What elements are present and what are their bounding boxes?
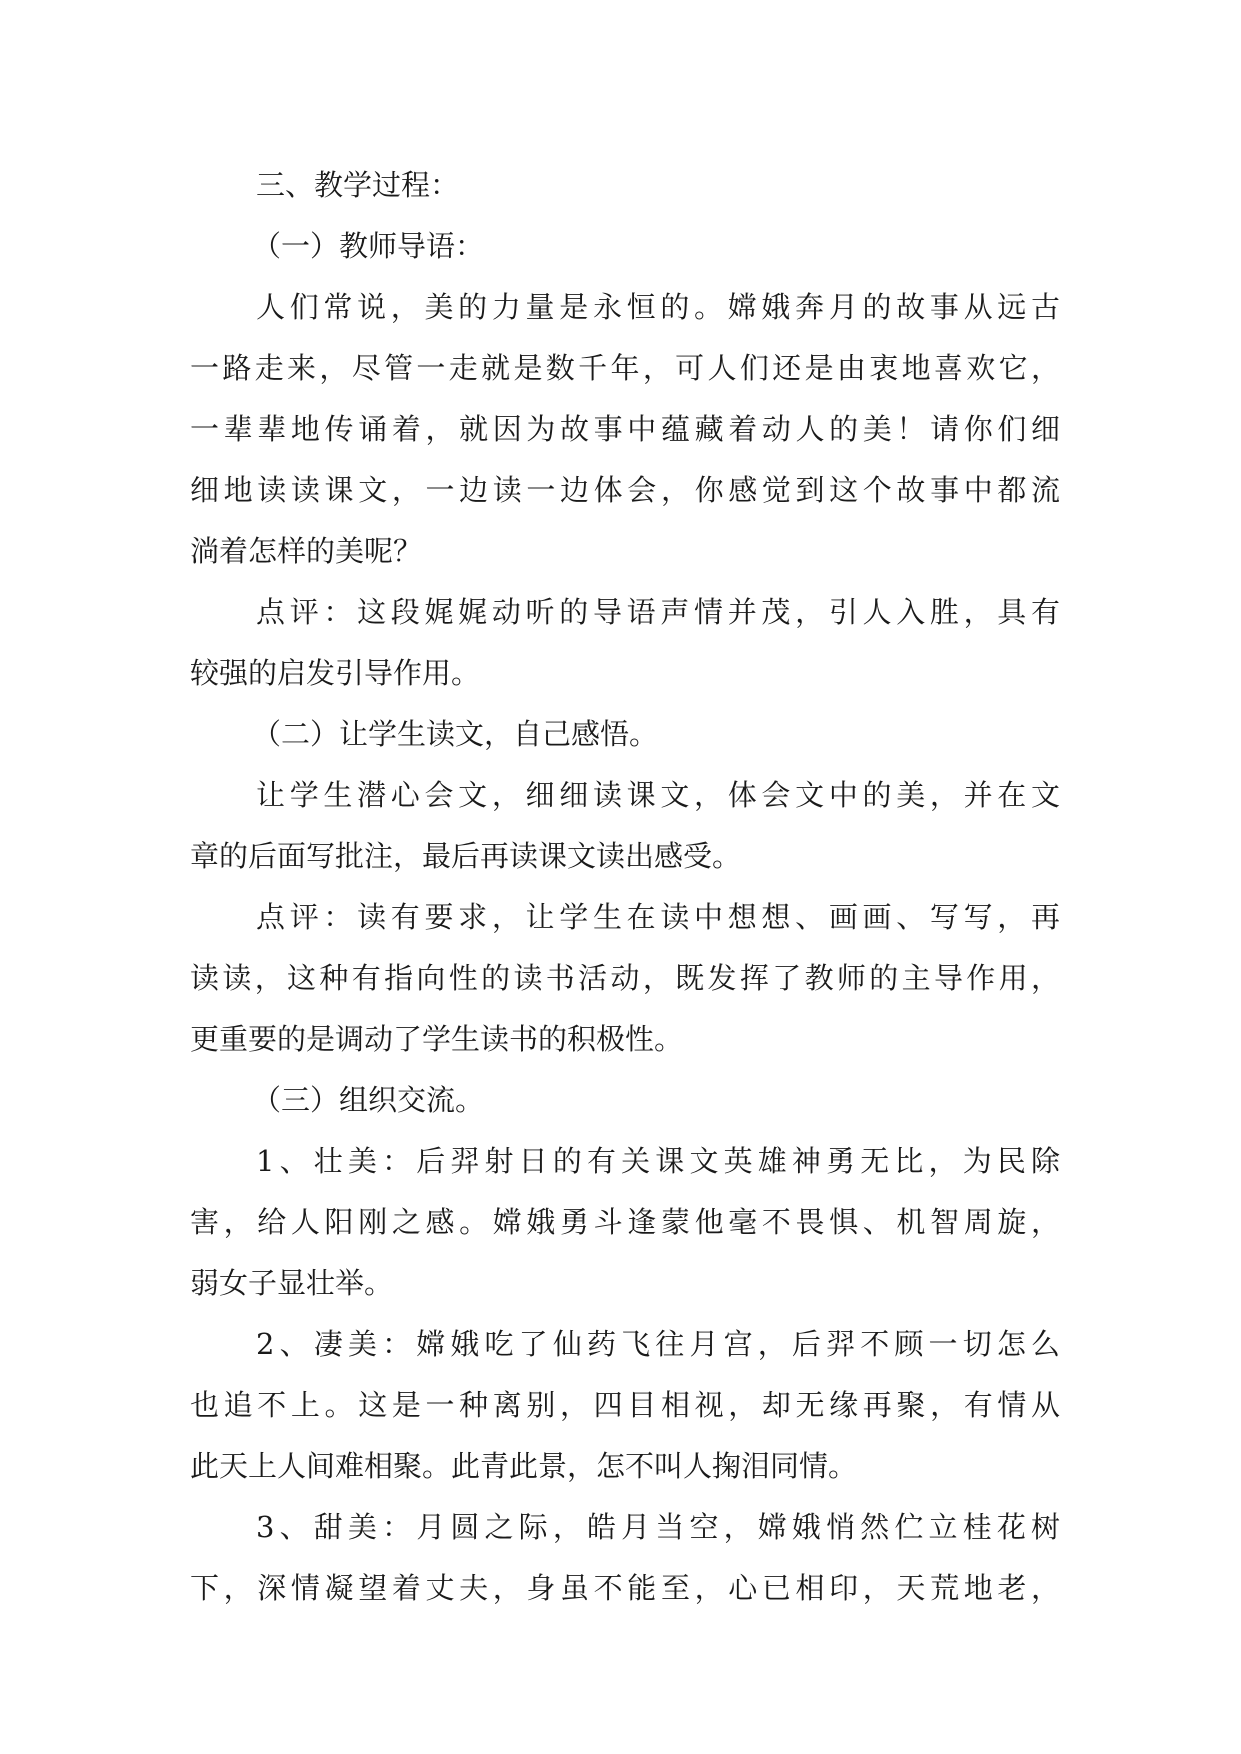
paragraph-line: 2、凄美：嫦娥吃了仙药飞往月宫，后羿不顾一切怎么 <box>256 1327 1060 1361</box>
paragraph-line: 淌着怎样的美呢？ <box>190 534 423 568</box>
paragraph-line: 人们常说，美的力量是永恒的。嫦娥奔月的故事从远古 <box>256 290 1060 324</box>
subsection-heading: （一）教师导语： <box>252 229 485 263</box>
paragraph-line: 3、甜美：月圆之际，皓月当空，嫦娥悄然伫立桂花树 <box>256 1510 1060 1544</box>
paragraph-line: 点评：读有要求，让学生在读中想想、画画、写写，再 <box>256 900 1060 934</box>
paragraph-line: 也追不上。这是一种离别，四目相视，却无缘再聚，有情从 <box>190 1388 1060 1422</box>
paragraph-line: 害，给人阳刚之感。嫦娥勇斗逢蒙他毫不畏惧、机智周旋， <box>190 1205 1060 1239</box>
paragraph-line: 下，深情凝望着丈夫，身虽不能至，心已相印，天荒地老， <box>190 1571 1060 1605</box>
paragraph-line: 较强的启发引导作用。 <box>190 656 481 690</box>
paragraph-line: 弱女子显壮举。 <box>190 1266 394 1300</box>
document-body <box>190 155 1060 1619</box>
section-heading: 三、教学过程： <box>256 168 460 202</box>
paragraph-line: 一辈辈地传诵着，就因为故事中蕴藏着动人的美！请你们细 <box>190 412 1060 446</box>
paragraph-line: 让学生潜心会文，细细读课文，体会文中的美，并在文 <box>256 778 1060 812</box>
paragraph-line: 点评：这段娓娓动听的导语声情并茂，引人入胜，具有 <box>256 595 1060 629</box>
paragraph-line: 细地读读课文，一边读一边体会，你感觉到这个故事中都流 <box>190 473 1060 507</box>
paragraph-line: 此天上人间难相聚。此青此景，怎不叫人掬泪同情。 <box>190 1449 858 1483</box>
paragraph-line: 1、壮美：后羿射日的有关课文英雄神勇无比，为民除 <box>256 1144 1060 1178</box>
paragraph-line: 读读，这种有指向性的读书活动，既发挥了教师的主导作用， <box>190 961 1060 995</box>
subsection-heading: （三）组织交流。 <box>252 1083 485 1117</box>
paragraph-line: 更重要的是调动了学生读书的积极性。 <box>190 1022 684 1056</box>
paragraph-line: 一路走来，尽管一走就是数千年，可人们还是由衷地喜欢它， <box>190 351 1060 385</box>
paragraph-line: 章的后面写批注，最后再读课文读出感受。 <box>190 839 742 873</box>
subsection-heading: （二）让学生读文，自己感悟。 <box>252 717 659 751</box>
